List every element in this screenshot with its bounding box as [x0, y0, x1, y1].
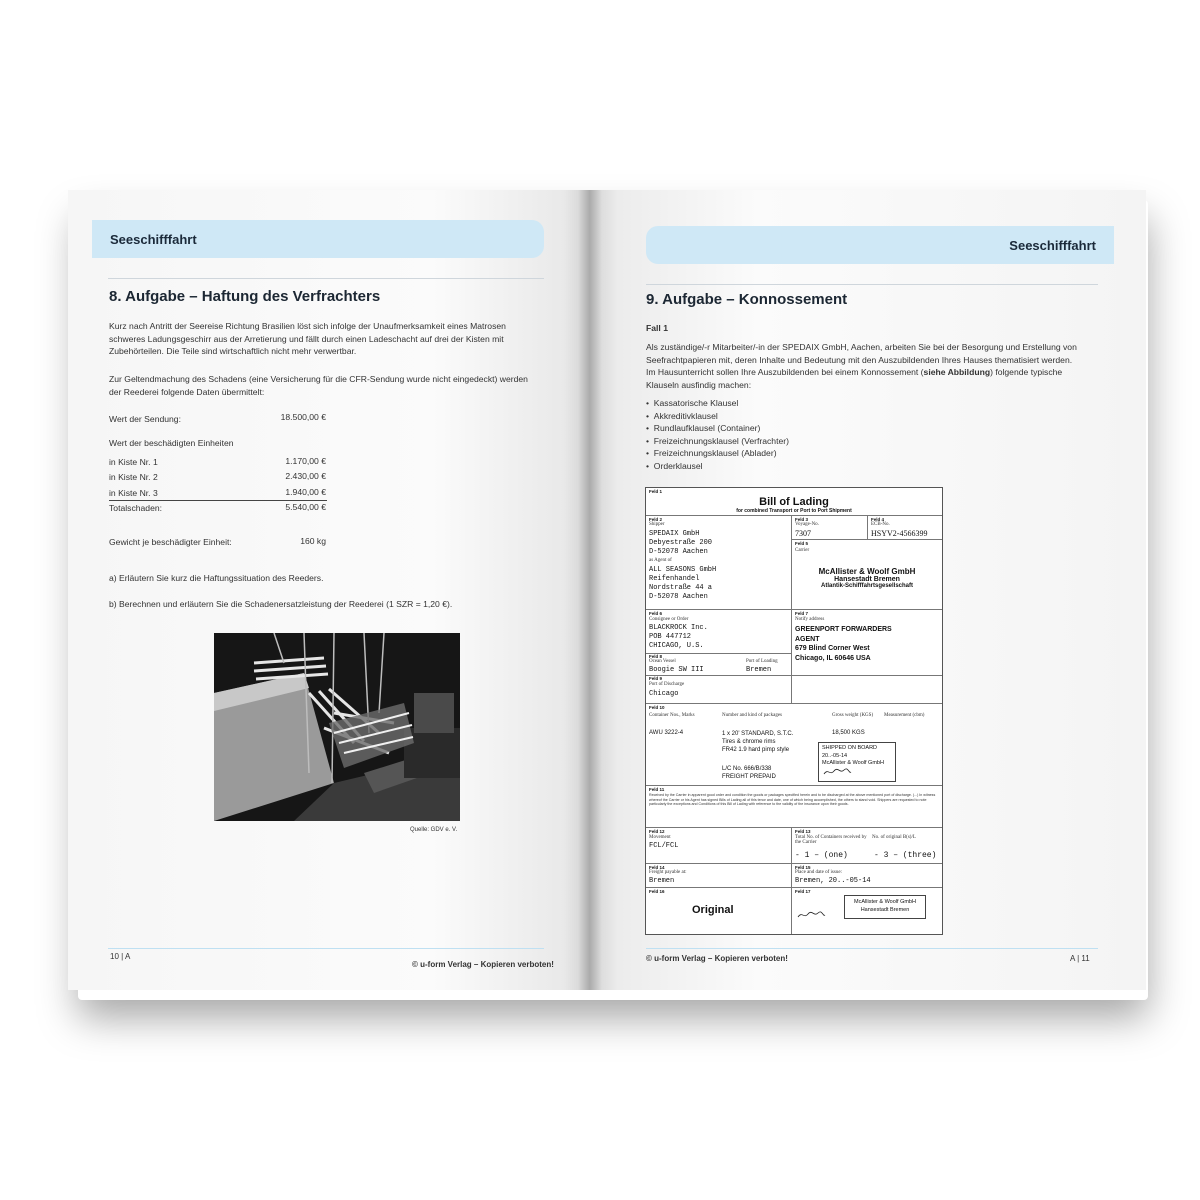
bol-carrier [792, 567, 942, 589]
bol-feld-7-label: Feld 7 [795, 611, 809, 616]
bol-shipper-line: D-52078 Aachen [649, 548, 708, 556]
bol-freight-label: Freight payable at: [649, 870, 687, 875]
bol-lc-line: FREIGHT PREPAID [722, 774, 776, 780]
clause-item-label: Orderklausel [653, 460, 703, 471]
bol-feld-15 [792, 864, 942, 888]
bol-feld-16 [646, 888, 792, 934]
bol-original: Original [692, 904, 734, 916]
task-a: a) Erläutern Sie kurz die Haftungssituation des Reeders. [109, 573, 324, 583]
left-header-title: Seeschifffahrt [110, 231, 197, 247]
right-header-title: Seeschifffahrt [1009, 237, 1096, 253]
bol-stamp-line: 20..-05-14 [822, 752, 848, 759]
left-header-band [92, 220, 544, 258]
left-page-number: 10 | A [110, 952, 131, 961]
bol-feld-13-label: Feld 13 [795, 829, 811, 834]
photo-credit: Quelle: GDV e. V. [410, 827, 458, 833]
bol-feld-2 [646, 516, 792, 610]
bol-col-packages: Number and kind of packages [722, 713, 782, 718]
bol-terms: Received by the Carrier in apparent good order and condition the goods or packages specified herein and to be discharged at the above mentioned port of discharge. (...) In witness whereof the Carrier or his Agent has signed Bills of Lading all of this tenor and date, one of which being accomplished, the others to stand void. Shippers are requested to note particularly the exceptions and Conditions of this Bill of Lading with reference to the validity of the insurance upon their goods. [649, 793, 936, 807]
bol-feld-3-label: Feld 3 [795, 517, 809, 522]
bol-carrier-company: Atlantik-Schifffahrtsgesellschaft [820, 583, 914, 589]
bol-consignee-line: CHICAGO, U.S. [649, 642, 704, 650]
weight-value: 160 kg [300, 536, 326, 546]
bol-lc-line: L/C No. 666/B/338 [722, 766, 772, 772]
kiste-1-label: in Kiste Nr. 1 [109, 457, 158, 467]
bol-total-containers: - 1 – (one) [795, 851, 848, 860]
bol-feld-2-label: Feld 2 [649, 517, 663, 522]
left-header-rule [108, 278, 544, 279]
task9-title: 9. Aufgabe – Konnossement [646, 291, 848, 308]
bol-movement: FCL/FCL [649, 842, 679, 850]
weight-label: Gewicht je beschädigter Einheit: [109, 537, 232, 547]
bol-total-containers-label: Total No. of Containers received by the Carrier [795, 835, 867, 845]
bol-feld-13 [792, 828, 942, 864]
bol-freight: Bremen [649, 877, 675, 885]
bol-feld-10 [646, 704, 942, 786]
bol-subtitle: for combined Transport or Port to Port Shipment [736, 508, 852, 514]
bill-of-lading [645, 487, 943, 935]
kiste-3-label: in Kiste Nr. 3 [109, 488, 158, 498]
left-page [68, 190, 590, 990]
kiste-2-value: 2.430,00 € [285, 471, 326, 481]
total-rule [109, 500, 327, 501]
bol-feld-6-label: Feld 6 [649, 611, 663, 616]
bol-feld-5 [792, 540, 942, 610]
task9-intro [646, 341, 1084, 391]
clause-item: • Orderklausel [646, 460, 703, 471]
bol-packages-line: 1 x 20' STANDARD, S.T.C. [722, 731, 794, 737]
bol-feld-1-label: Feld 1 [649, 489, 663, 494]
bol-feld-6 [646, 610, 792, 654]
bol-vessel: Boogie SW III [649, 666, 704, 674]
bol-place-label: Place and date of issue: [795, 870, 842, 875]
bol-container-no: AWU 3222-4 [649, 730, 684, 736]
clause-item-label: Freizeichnungsklausel (Verfrachter) [653, 435, 789, 446]
clause-item: • Akkreditivklausel [646, 410, 718, 421]
bol-notify [795, 625, 892, 663]
right-copyright: © u-form Verlag – Kopieren verboten! [646, 954, 788, 963]
bol-feld-11 [646, 786, 942, 828]
left-footer-rule [108, 948, 544, 949]
bol-issuer-stamp-line: Hansestadt Bremen [860, 906, 910, 913]
bol-consignee-label: Consignee or Order [649, 617, 689, 622]
bol-originals: - 3 – (three) [874, 851, 937, 860]
bol-col-measure: Measurement (cbm) [884, 713, 925, 718]
bol-feld-3 [792, 516, 868, 540]
bol-carrier-label: Carrier [795, 548, 810, 553]
right-header-band [646, 226, 1114, 264]
book-spine [578, 190, 602, 990]
right-page-number: A | 11 [1070, 954, 1090, 963]
bol-feld-4 [868, 516, 942, 540]
bol-ecb: HSYV2-4566399 [871, 529, 928, 538]
bol-consignee [649, 624, 708, 651]
bol-consignee-line: BLACKROCK Inc. [649, 624, 708, 632]
bol-shipper-label: Shipper [649, 522, 665, 527]
bol-shipper-line: SPEDAIX GmbH [649, 530, 700, 538]
bol-feld-8-label: Feld 8 [649, 654, 663, 659]
bol-packages-line: FR42 1.9 hard pimp style [722, 747, 790, 753]
clause-item: • Freizeichnungsklausel (Verfrachter) [646, 435, 789, 446]
bol-loading: Bremen [746, 666, 772, 674]
wert-label: Wert der Sendung: [109, 414, 181, 424]
clause-item: • Freizeichnungsklausel (Ablader) [646, 448, 777, 459]
bol-feld-9-label: Feld 9 [649, 676, 663, 681]
bol-voyage: 7307 [795, 529, 811, 538]
bol-notify-label: Notify address [795, 617, 825, 622]
task8-paragraph-2: Zur Geltendmachung des Schadens (eine Versicherung für die CFR-Sendung wurde nicht eingedeckt) werden der Reederei folgende Daten übermittelt: [109, 374, 528, 397]
bol-feld-9 [646, 676, 792, 704]
bol-agent-line: Reifenhandel [649, 575, 700, 583]
bol-voyage-label: Voyage-No. [795, 522, 819, 527]
bol-feld-7 [792, 610, 942, 676]
bol-col-marks: Container Nos., Marks [649, 713, 695, 718]
left-copyright: © u-form Verlag – Kopieren verboten! [412, 960, 554, 969]
total-label: Totalschaden: [109, 503, 163, 513]
total-value: 5.540,00 € [285, 502, 326, 512]
cargo-damage-photo [214, 633, 460, 821]
clause-item-label: Kassatorische Klausel [653, 398, 739, 408]
bol-shipper [649, 530, 712, 557]
bol-carrier-name: McAllister & Woolf GmbH [818, 567, 916, 576]
bol-agent-line: ALL SEASONS GmbH [649, 566, 717, 574]
bol-agent-line: Nordstraße 44 a [649, 584, 713, 592]
bol-feld-14-label: Feld 14 [649, 865, 665, 870]
bol-feld-4-label: Feld 4 [871, 517, 885, 522]
bol-vessel-label: Ocean Vessel [649, 659, 676, 664]
cargo-damage-illustration [214, 633, 460, 821]
bol-issuer-stamp [844, 895, 926, 919]
bol-gross: 18,500 KGS [832, 730, 865, 736]
bol-feld-8 [646, 654, 792, 676]
bol-feld-17 [792, 888, 942, 934]
task9-intro-part-1: Als zuständige/-r Mitarbeiter/-in der SPEDAIX GmbH, Aachen, arbeiten Sie bei der Besorgung und Erstellung von Seefrachtpapieren mit, deren Inhalte und Bedeutung mit den Auszubildenden Ihres Hauses thematisiert werden. Im Hausunterricht sollen Ihre Auszubildenden bei einem Konnossement ( [646, 342, 1077, 378]
bol-feld-5-label: Feld 5 [795, 541, 809, 546]
bol-notify-line: Chicago, IL 60646 USA [795, 654, 871, 662]
bol-discharge-label: Port of Discharge [649, 682, 685, 687]
bol-title: Bill of Lading [759, 496, 829, 508]
bol-lc [722, 765, 776, 781]
bol-feld-16-label: Feld 16 [649, 889, 665, 894]
bol-movement-label: Movement [649, 835, 671, 840]
signature-icon [796, 910, 826, 920]
bol-place: Bremen, 20..-05-14 [795, 877, 871, 885]
bol-feld-17-label: Feld 17 [795, 889, 811, 894]
bol-consignee-line: POB 447712 [649, 633, 692, 641]
bol-feld-12 [646, 828, 792, 864]
bol-notify-line: AGENT [795, 635, 820, 643]
task9-intro-part-2: ) folgende typische Klauseln ausfindig machen: [646, 367, 1063, 390]
right-page [590, 190, 1146, 990]
bol-feld-12-label: Feld 12 [649, 829, 665, 834]
wert-value: 18.500,00 € [280, 412, 326, 422]
signature-icon [822, 768, 852, 776]
right-header-rule [646, 284, 1098, 285]
bol-carrier-city: Hansestadt Bremen [834, 576, 900, 583]
task8-paragraph-1: Kurz nach Antritt der Seereise Richtung Brasilien löst sich infolge der Unaufmerksamkeit eines Matrosen schweres Ladungsgeschirr aus der Arretierung und fällt durch einen Ladeschacht auf drei der Kisten mit Zubehörteilen. Die Teile sind wirtschaftlich nicht mehr verwertbar. [109, 321, 506, 357]
bol-notify-line: 679 Blind Corner West [795, 645, 870, 652]
bol-originals-label: No. of original B(s)/L [872, 835, 916, 840]
clause-item-label: Freizeichnungsklausel (Ablader) [653, 448, 777, 459]
task8-title: 8. Aufgabe – Haftung des Verfrachters [109, 288, 381, 305]
bol-notify-line: GREENPORT FORWARDERS [795, 626, 892, 633]
bol-shipped-stamp [818, 742, 896, 782]
bol-empty-cell [792, 676, 942, 704]
clause-list [646, 397, 946, 473]
task9-intro-bold: siehe Abbildung [923, 367, 991, 378]
bol-feld-15-label: Feld 15 [795, 865, 811, 870]
case-label: Fall 1 [646, 323, 668, 333]
bol-issuer-stamp-line: McAllister & Woolf GmbH [854, 899, 916, 905]
clause-item-label: Akkreditivklausel [653, 410, 718, 421]
right-footer-rule [646, 948, 1098, 949]
bol-agent-of-label: as Agent of [649, 558, 672, 563]
bol-stamp-line: McAllister & Woolf GmbH [822, 760, 884, 766]
bol-shipper-line: Debyestraße 200 [649, 539, 713, 547]
bol-ecb-label: ECB-No. [871, 522, 890, 527]
kiste-1-value: 1.170,00 € [285, 456, 326, 466]
clause-item-label: Rundlaufklausel (Container) [653, 423, 761, 434]
bol-agent-line: D-52078 Aachen [649, 593, 708, 601]
bol-feld-1 [646, 488, 942, 516]
bol-loading-label: Port of Loading [746, 659, 778, 664]
bol-col-gross: Gross weight (KGS) [832, 713, 874, 718]
bol-discharge: Chicago [649, 690, 679, 698]
units-label: Wert der beschädigten Einheiten [109, 438, 234, 448]
bol-packages [722, 730, 793, 754]
clause-item: • Kassatorische Klausel [646, 398, 739, 408]
bol-feld-14 [646, 864, 792, 888]
bol-stamp-line: SHIPPED ON BOARD [822, 745, 878, 751]
bol-feld-10-label: Feld 10 [649, 705, 665, 710]
kiste-2-label: in Kiste Nr. 2 [109, 472, 158, 482]
bol-feld-11-label: Feld 11 [649, 787, 665, 792]
kiste-3-value: 1.940,00 € [285, 487, 326, 497]
clause-item: • Rundlaufklausel (Container) [646, 423, 761, 434]
task-b: b) Berechnen und erläutern Sie die Schadenersatzleistung der Reederei (1 SZR = 1,20 €). [109, 599, 453, 609]
bol-packages-line: Tires & chrome rims [722, 739, 776, 745]
bol-agent [649, 566, 716, 602]
